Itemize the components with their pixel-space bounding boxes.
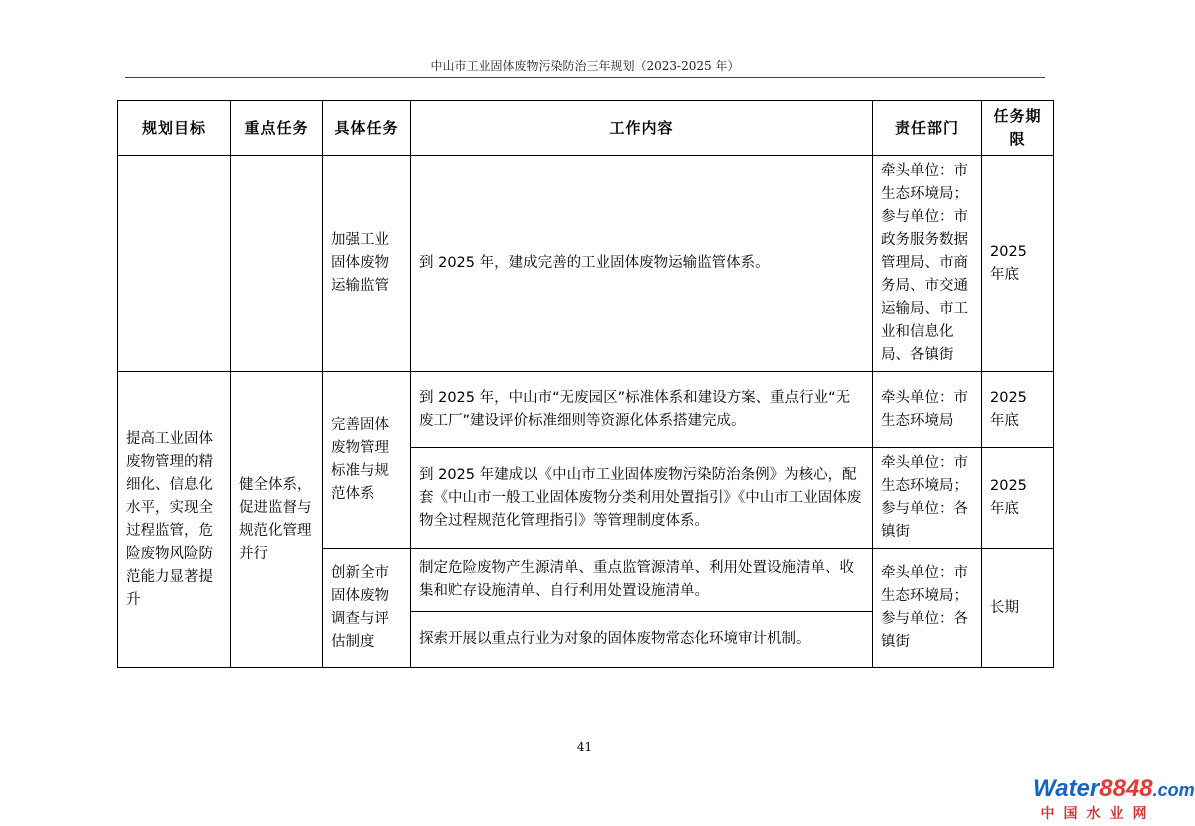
content-cell: 制定危险废物产生源清单、重点监管源清单、利用处置设施清单、收集和贮存设施清单、自行利用处置设施清单。 [411, 549, 873, 612]
watermark-subtitle: 中国水业网 [1040, 806, 1156, 822]
deadline-cell: 长期 [982, 549, 1054, 668]
department-cell: 牵头单位：市生态环境局 [873, 372, 982, 448]
watermark-brand: Water8848.com [1033, 775, 1195, 802]
specific-task-cell: 完善固体废物管理标准与规范体系 [323, 372, 411, 549]
col-header-specific-task: 具体任务 [323, 101, 411, 156]
col-header-deadline: 任务期限 [982, 101, 1054, 156]
department-cell: 牵头单位：市生态环境局；参与单位：各镇街 [873, 448, 982, 549]
key-task-cell: 健全体系，促进监督与规范化管理并行 [231, 372, 323, 668]
content-cell: 到 2025 年，中山市“无废园区”标准体系和建设方案、重点行业“无废工厂”建设评价标准细则等资源化体系搭建完成。 [411, 372, 873, 448]
content-cell: 探索开展以重点行业为对象的固体废物常态化环境审计机制。 [411, 612, 873, 668]
empty-cell [231, 156, 323, 372]
table-row [118, 372, 1054, 448]
table-header-row [118, 101, 1054, 156]
col-header-content: 工作内容 [411, 101, 873, 156]
table-row [118, 156, 1054, 372]
col-header-key-task: 重点任务 [231, 101, 323, 156]
deadline-cell: 2025 年底 [982, 156, 1054, 372]
col-header-goal: 规划目标 [118, 101, 231, 156]
deadline-cell: 2025 年底 [982, 372, 1054, 448]
department-cell: 牵头单位：市生态环境局；参与单位：市政务服务数据管理局、市商务局、市交通运输局、市工业和信息化局、各镇街 [873, 156, 982, 372]
department-cell: 牵头单位：市生态环境局；参与单位：各镇街 [873, 549, 982, 668]
goal-cell: 提高工业固体废物管理的精细化、信息化水平，实现全过程监管，危险废物风险防范能力显著提升 [118, 372, 231, 668]
empty-cell [118, 156, 231, 372]
specific-task-cell: 加强工业固体废物运输监管 [323, 156, 411, 372]
col-header-department: 责任部门 [873, 101, 982, 156]
document-header: 中山市工业固体废物污染防治三年规划（2023-2025 年） [430, 59, 740, 73]
page-number: 41 [576, 740, 593, 754]
watermark-logo [1033, 775, 1195, 823]
content-cell: 到 2025 年，建成完善的工业固体废物运输监管体系。 [411, 156, 873, 372]
deadline-cell: 2025 年底 [982, 448, 1054, 549]
plan-table [117, 100, 1054, 668]
content-cell: 到 2025 年建成以《中山市工业固体废物污染防治条例》为核心，配套《中山市一般工业固体废物分类利用处置指引》《中山市工业固体废物全过程规范化管理指引》等管理制度体系。 [411, 448, 873, 549]
header-divider [125, 77, 1045, 78]
specific-task-cell: 创新全市固体废物调查与评估制度 [323, 549, 411, 668]
